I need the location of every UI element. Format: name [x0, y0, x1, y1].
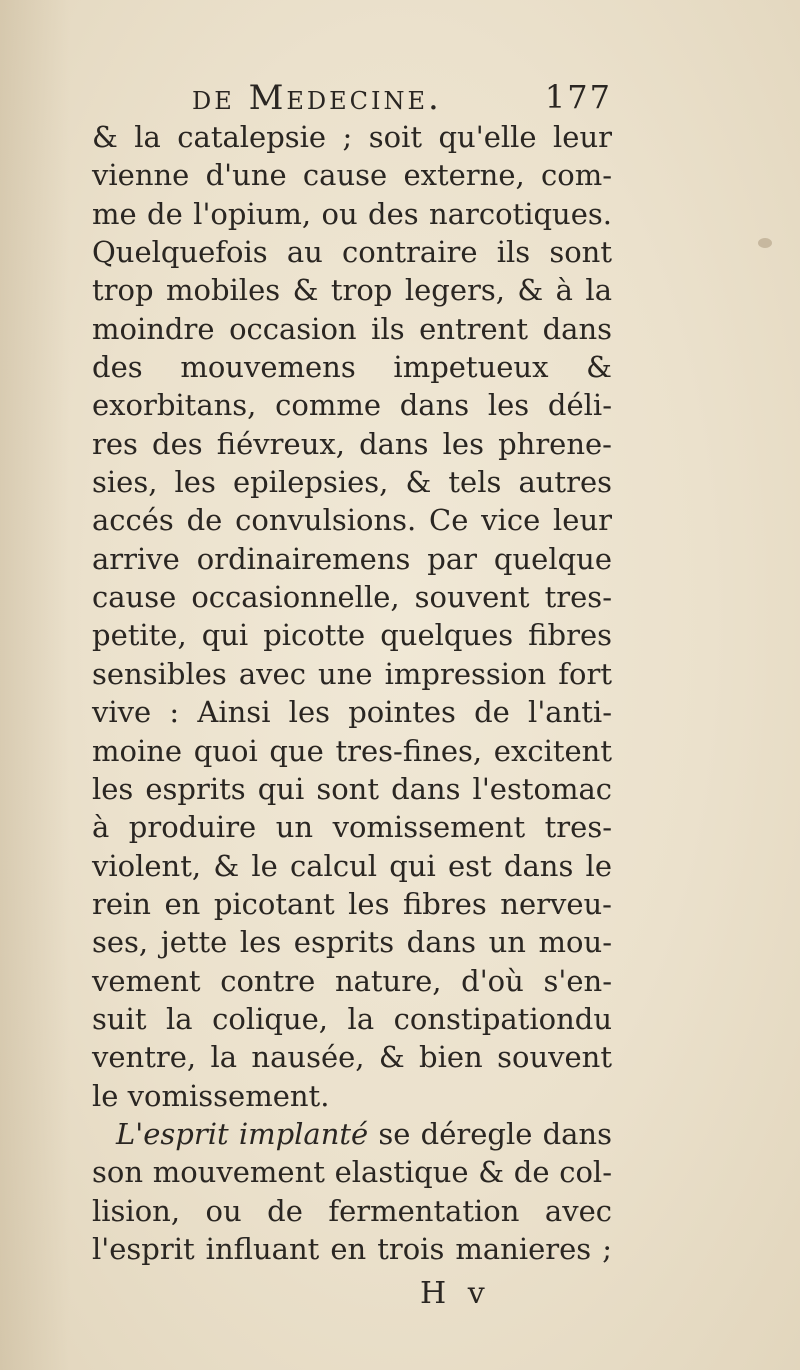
- text-line: suit la colique, la constipationdu: [92, 1001, 612, 1036]
- text-line: ventre, la nausée, & bien souvent: [92, 1040, 612, 1075]
- text-line: exorbitans, comme dans les déli-: [92, 388, 612, 423]
- text-line: Quelquefois au contraire ils sont: [92, 235, 612, 270]
- text-line: violent, & le calcul qui est dans le: [92, 848, 612, 883]
- text-line: le vomissement.: [92, 1078, 330, 1113]
- text-line: petite, qui picotte quelques fibres: [92, 618, 612, 653]
- text-line: lision, ou de fermentation avec: [92, 1193, 612, 1228]
- text-line: & la catalepsie ; soit qu'elle leur: [92, 120, 612, 154]
- text-line: res des fiévreux, dans les phrene-: [92, 426, 612, 461]
- signature-mark: H v: [420, 1276, 491, 1311]
- text-line: me de l'opium, ou des narcotiques.: [92, 196, 612, 231]
- text-line: rein en picotant les fibres nerveu-: [92, 886, 612, 921]
- text-line: moindre occasion ils entrent dans: [92, 311, 612, 346]
- text-line: accés de convulsions. Ce vice leur: [92, 503, 612, 538]
- text-line: les esprits qui sont dans l'estomac: [92, 771, 612, 806]
- text-line: vienne d'une cause externe, com-: [92, 158, 612, 193]
- first-line-rest: se déregle dans: [368, 1116, 612, 1151]
- text-line: vement contre nature, d'où s'en-: [92, 963, 612, 998]
- page-number: 177: [544, 78, 612, 116]
- text-line: arrive ordinairemens par quelque: [92, 541, 612, 576]
- text-line: sensibles avec une impression fort: [92, 656, 612, 691]
- text-line: cause occasionnelle, souvent tres-: [92, 580, 612, 615]
- page-header: [192, 78, 612, 122]
- text-line: à produire un vomissement tres-: [92, 810, 612, 845]
- text-line: trop mobiles & trop legers, & à la: [92, 273, 612, 308]
- text-line: son mouvement elastique & de col-: [92, 1155, 612, 1190]
- paper-stain: [758, 238, 772, 248]
- italic-lead: L'esprit implanté: [116, 1116, 369, 1151]
- running-title: de Medecine.: [192, 78, 442, 118]
- paragraph-first-line: [92, 1115, 612, 1153]
- text-line: des mouvemens impetueux &: [92, 350, 612, 385]
- text-line: sies, les epilepsies, & tels autres: [92, 465, 612, 500]
- text-line: l'esprit influant en trois manieres ;: [92, 1231, 612, 1266]
- text-line: vive : Ainsi les pointes de l'anti-: [92, 695, 612, 730]
- text-line: moine quoi que tres-fines, excitent: [92, 733, 612, 768]
- text-line: ses, jette les esprits dans un mou-: [92, 925, 612, 960]
- body-text: [92, 118, 612, 1268]
